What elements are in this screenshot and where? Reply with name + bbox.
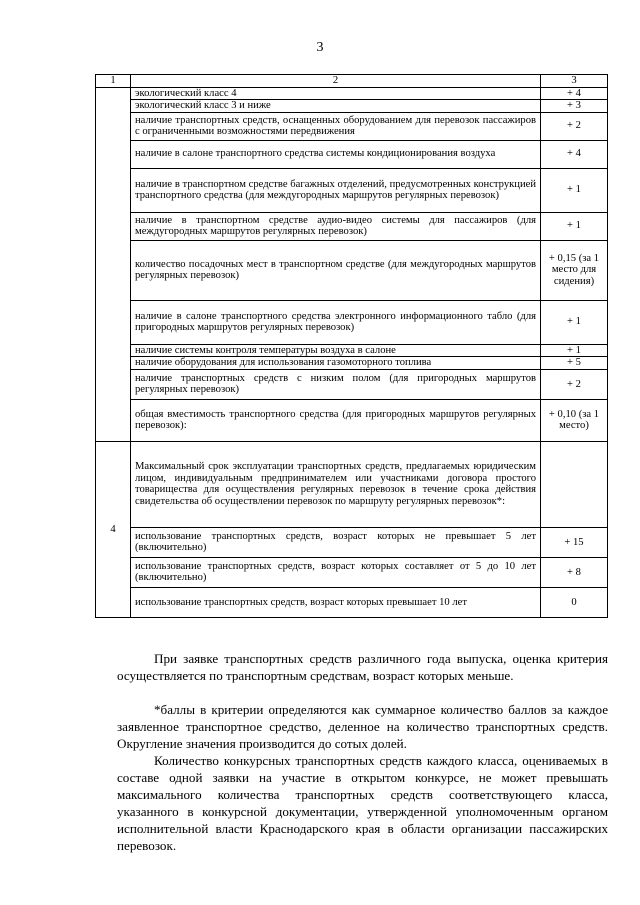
row-score: + 1 bbox=[541, 212, 608, 240]
table-row bbox=[96, 587, 608, 617]
row-text: использование транспортных средств, возраст которых превышает 10 лет bbox=[131, 587, 541, 617]
row-text: экологический класс 3 и ниже bbox=[131, 100, 541, 113]
criterion-4-title: Максимальный срок эксплуатации транспортных средств, предлагаемых юридическим лицом, индивидуальным предпринимателем или участниками договора простого товарищества для осуществления регулярных перевозок в течение срока действия свидетельства об осуществлении перевозок по маршруту регулярных перевозок*: bbox=[131, 441, 541, 527]
criterion-number-cell bbox=[96, 87, 131, 441]
row-text: наличие в транспортном средстве багажных отделений, предусмотренных конструкцией транспортного средства (для междугородных маршрутов регулярных перевозок) bbox=[131, 168, 541, 212]
table-row bbox=[96, 557, 608, 587]
row-text: наличие в салоне транспортного средства электронного информационного табло (для пригородных маршрутов регулярных перевозок) bbox=[131, 300, 541, 344]
row-score: + 4 bbox=[541, 140, 608, 168]
table-row bbox=[96, 140, 608, 168]
paragraph-age-note: При заявке транспортных средств различного года выпуска, оценка критерия осуществляется по транспортным средствам, возраст которых меньше. bbox=[117, 651, 608, 683]
row-score-empty bbox=[541, 441, 608, 527]
row-score: + 8 bbox=[541, 557, 608, 587]
header-col-2: 2 bbox=[131, 75, 541, 88]
row-text: использование транспортных средств, возраст которых составляет от 5 до 10 лет (включительно) bbox=[131, 557, 541, 587]
table-row bbox=[96, 240, 608, 300]
row-text: наличие в салоне транспортного средства системы кондиционирования воздуха bbox=[131, 140, 541, 168]
row-score: + 3 bbox=[541, 100, 608, 113]
table-row bbox=[96, 100, 608, 113]
row-score: + 0,10 (за 1 место) bbox=[541, 399, 608, 441]
table-row bbox=[96, 441, 608, 527]
row-text: общая вместимость транспортного средства (для пригородных маршрутов регулярных перевозок): bbox=[131, 399, 541, 441]
row-score: + 1 bbox=[541, 300, 608, 344]
table-row bbox=[96, 357, 608, 370]
paragraph-quantity: Количество конкурсных транспортных средств каждого класса, оцениваемых в составе одной заявки на участие в открытом конкурсе, не может превышать максимального количества транспортных средств соответствующего класса, указанного в конкурсной документации, утвержденной уполномоченным органом исполнительной власти Краснодарского края в области организации пассажирских перевозок. bbox=[117, 753, 608, 853]
paragraph-footnote: *баллы в критерии определяются как суммарное количество баллов за каждое заявленное транспортное средство, деленное на количество транспортных средств. Округление значения производится до сотых долей. bbox=[117, 702, 608, 751]
row-score: + 1 bbox=[541, 344, 608, 357]
row-score: + 15 bbox=[541, 527, 608, 557]
row-score: + 2 bbox=[541, 369, 608, 399]
row-text: экологический класс 4 bbox=[131, 87, 541, 100]
table-row bbox=[96, 300, 608, 344]
table-row bbox=[96, 369, 608, 399]
row-score: + 5 bbox=[541, 357, 608, 370]
row-score: + 1 bbox=[541, 168, 608, 212]
row-score: + 2 bbox=[541, 112, 608, 140]
row-text: использование транспортных средств, возраст которых не превышает 5 лет (включительно) bbox=[131, 527, 541, 557]
table-row bbox=[96, 87, 608, 100]
row-text: наличие оборудования для использования газомоторного топлива bbox=[131, 357, 541, 370]
criteria-table bbox=[95, 74, 608, 618]
table-row bbox=[96, 527, 608, 557]
table-header-row bbox=[96, 75, 608, 88]
table-row bbox=[96, 112, 608, 140]
row-score: 0 bbox=[541, 587, 608, 617]
row-text: наличие транспортных средств с низким полом (для пригородных маршрутов регулярных перевозок) bbox=[131, 369, 541, 399]
page-number: 3 bbox=[316, 40, 324, 55]
criterion-4-number: 4 bbox=[96, 441, 131, 617]
table-row bbox=[96, 168, 608, 212]
table-row bbox=[96, 399, 608, 441]
header-col-3: 3 bbox=[541, 75, 608, 88]
header-col-1: 1 bbox=[96, 75, 131, 88]
row-text: наличие в транспортном средстве аудио-видео системы для пассажиров (для междугородных маршрутов регулярных перевозок) bbox=[131, 212, 541, 240]
table-row bbox=[96, 212, 608, 240]
row-text: наличие системы контроля температуры воздуха в салоне bbox=[131, 344, 541, 357]
row-text: количество посадочных мест в транспортном средстве (для междугородных маршрутов регулярных перевозок) bbox=[131, 240, 541, 300]
row-score: + 0,15 (за 1 место для сидения) bbox=[541, 240, 608, 300]
row-score: + 4 bbox=[541, 87, 608, 100]
table-row bbox=[96, 344, 608, 357]
row-text: наличие транспортных средств, оснащенных оборудованием для перевозок пассажиров с ограниченными возможностями передвижения bbox=[131, 112, 541, 140]
